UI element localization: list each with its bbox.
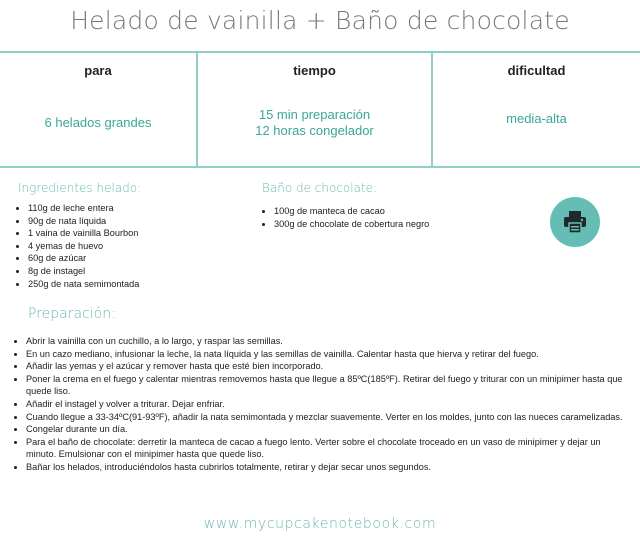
ingredients-heading: Ingredientes helado: [18, 181, 142, 195]
servings-label: para [84, 63, 112, 78]
info-difficulty [433, 53, 640, 166]
info-servings [0, 53, 196, 166]
difficulty-label: dificultad [507, 63, 566, 78]
divider-bottom [0, 166, 640, 168]
chocolate-heading: Baño de chocolate: [262, 181, 378, 195]
list-item: • 1 vaina de vainilla Bourbon [28, 227, 258, 240]
list-item: • 90g de nata líquida [28, 215, 258, 228]
time-value-prep: 15 min preparación [258, 107, 371, 122]
list-item: • Congelar durante un día. [26, 423, 631, 436]
time-value-freeze: 12 horas congelador [255, 123, 374, 138]
list-item: • 250g de nata semimontada [28, 278, 258, 291]
info-time [198, 53, 431, 166]
list-item: • 4 yemas de huevo [28, 240, 258, 253]
list-item: • En un cazo mediano, infusionar la leche, la nata líquida y las semillas de vainilla. Calentar hasta que hierva y retirar del fuego. [26, 348, 631, 361]
list-item: • Abrir la vainilla con un cuchillo, a lo largo, y raspar las semillas. [26, 335, 631, 348]
list-item: • 8g de instagel [28, 265, 258, 278]
preparation-heading: Preparación: [28, 306, 116, 322]
list-item: • Añadir el instagel y volver a triturar. Dejar enfriar. [26, 398, 631, 411]
printer-icon [562, 209, 588, 235]
list-item: • 300g de chocolate de cobertura negro [274, 218, 534, 231]
list-item: • 110g de leche entera [28, 202, 258, 215]
list-item: • Para el baño de chocolate: derretir la manteca de cacao a fuego lento. Verter sobre el chocolate troceado en un vaso de minipimer y dejar un minuto. Emulsionar con el minipimer hasta que quede liso. [26, 436, 631, 461]
servings-value: 6 helados grandes [44, 115, 152, 130]
list-item: • 100g de manteca de cacao [274, 205, 534, 218]
recipe-title: Helado de vainilla + Baño de chocolate [70, 6, 570, 35]
website-link[interactable]: www.mycupcakenotebook.com [203, 516, 437, 532]
list-item: • Cuando llegue a 33-34ºC(91-93ºF), añadir la nata semimontada y mezclar suavemente. Verter en los moldes, junto con las nueces caramelizadas. [26, 411, 631, 424]
difficulty-value: media-alta [506, 111, 567, 126]
print-button[interactable] [550, 197, 600, 247]
ingredients-list [10, 202, 258, 290]
chocolate-list [256, 205, 534, 230]
list-item: • Bañar los helados, introduciéndolos hasta cubrirlos totalmente, retirar y dejar secar unos segundos. [26, 461, 631, 474]
list-item: • 60g de azúcar [28, 252, 258, 265]
list-item: • Poner la crema en el fuego y calentar mientras removemos hasta que llegue a 85ºC(185ºF). Retirar del fuego y triturar con un minipimer hasta que quede liso. [26, 373, 631, 398]
time-label: tiempo [293, 63, 336, 78]
list-item: • Añadir las yemas y el azúcar y remover hasta que esté bien incorporado. [26, 360, 631, 373]
preparation-steps [8, 335, 631, 474]
